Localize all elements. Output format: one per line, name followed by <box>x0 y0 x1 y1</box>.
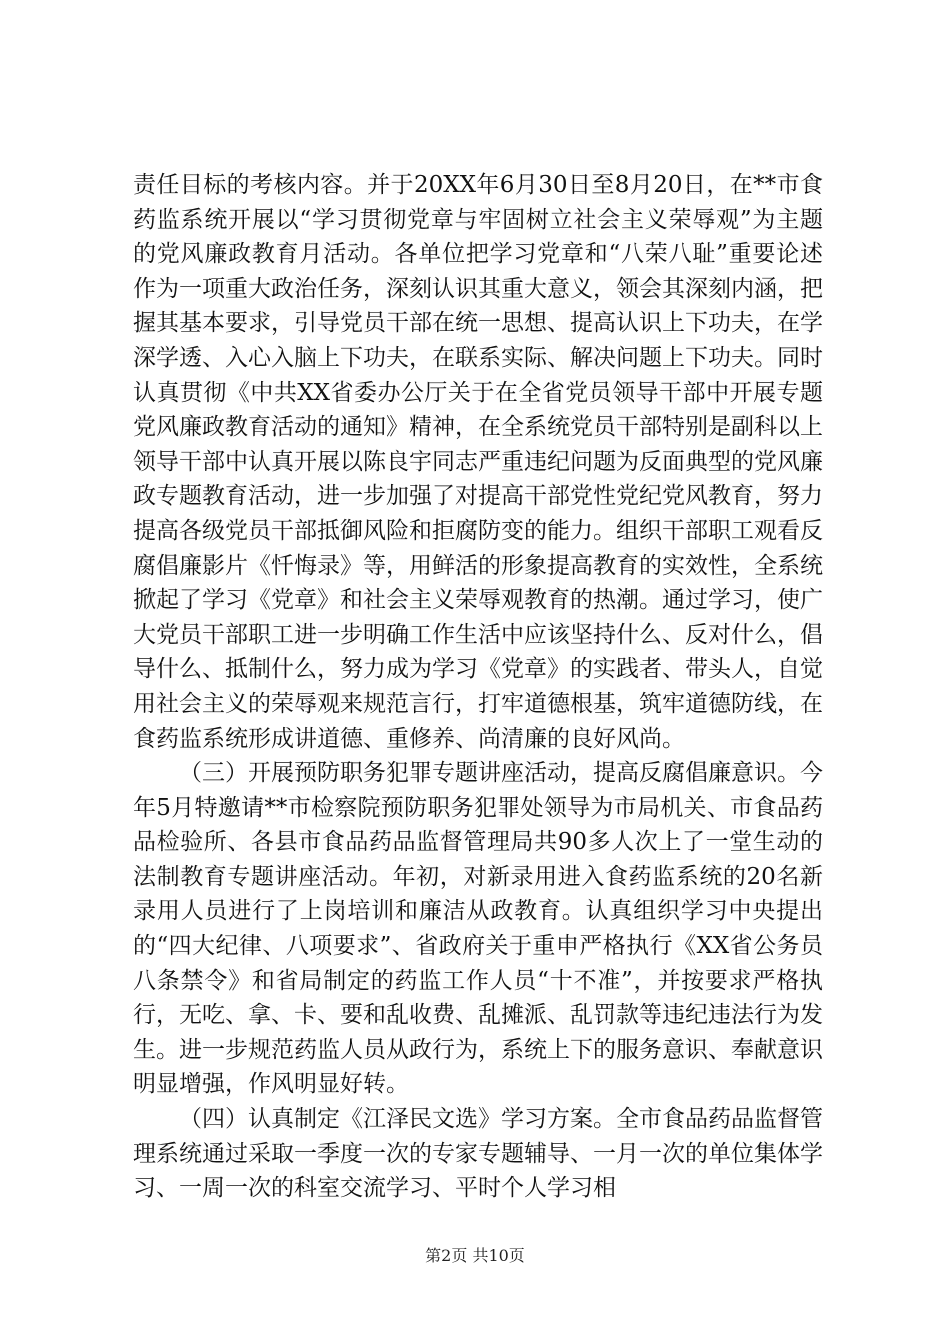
paragraph-section-three: （三）开展预防职务犯罪专题讲座活动，提高反腐倡廉意识。今年5月特邀请**市检察院预防职务犯罪处领导为市局机关、市食品药品检验所、各县市食品药品监督管理局共90多人次上了一堂生动的法制教育专题讲座活动。年初，对新录用进入食药监系统的20名新录用人员进行了上岗培训和廉洁从政教育。认真组织学习中央提出的“四大纪律、八项要求”、省政府关于重申严格执行《XX省公务员八条禁令》和省局制定的药监工作人员“十不准”，并按要求严格执行，无吃、拿、卡、要和乱收费、乱摊派、乱罚款等违纪违法行为发生。进一步规范药监人员从政行为，系统上下的服务意识、奉献意识明显增强，作风明显好转。 <box>133 760 823 1098</box>
document-body <box>133 168 823 1206</box>
page-footer <box>0 1243 950 1266</box>
paragraph-section-four: （四）认真制定《江泽民文选》学习方案。全市食品药品监督管理系统通过采取一季度一次的专家专题辅导、一月一次的单位集体学习、一周一次的科室交流学习、平时个人学习相 <box>133 1106 823 1202</box>
page-number: 第2页 共10页 <box>425 1246 525 1265</box>
paragraph-continuation: 责任目标的考核内容。并于20XX年6月30日至8月20日，在**市食药监系统开展以“学习贯彻党章与牢固树立社会主义荣辱观”为主题的党风廉政教育月活动。各单位把学习党章和“八荣八耻”重要论述作为一项重大政治任务，深刻认识其重大意义，领会其深刻内涵，把握其基本要求，引导党员干部在统一思想、提高认识上下功夫，在学深学透、入心入脑上下功夫，在联系实际、解决问题上下功夫。同时认真贯彻《中共XX省委办公厅关于在全省党员领导干部中开展专题党风廉政教育活动的通知》精神，在全系统党员干部特别是副科以上领导干部中认真开展以陈良宇同志严重违纪问题为反面典型的党风廉政专题教育活动，进一步加强了对提高干部党性党纪党风教育，努力提高各级党员干部抵御风险和拒腐防变的能力。组织干部职工观看反腐倡廉影片《忏悔录》等，用鲜活的形象提高教育的实效性，全系统掀起了学习《党章》和社会主义荣辱观教育的热潮。通过学习，使广大党员干部职工进一步明确工作生活中应该坚持什么、反对什么，倡导什么、抵制什么，努力成为学习《党章》的实践者、带头人，自觉用社会主义的荣辱观来规范言行，打牢道德根基，筑牢道德防线，在食药监系统形成讲道德、重修养、尚清廉的良好风尚。 <box>133 172 823 752</box>
